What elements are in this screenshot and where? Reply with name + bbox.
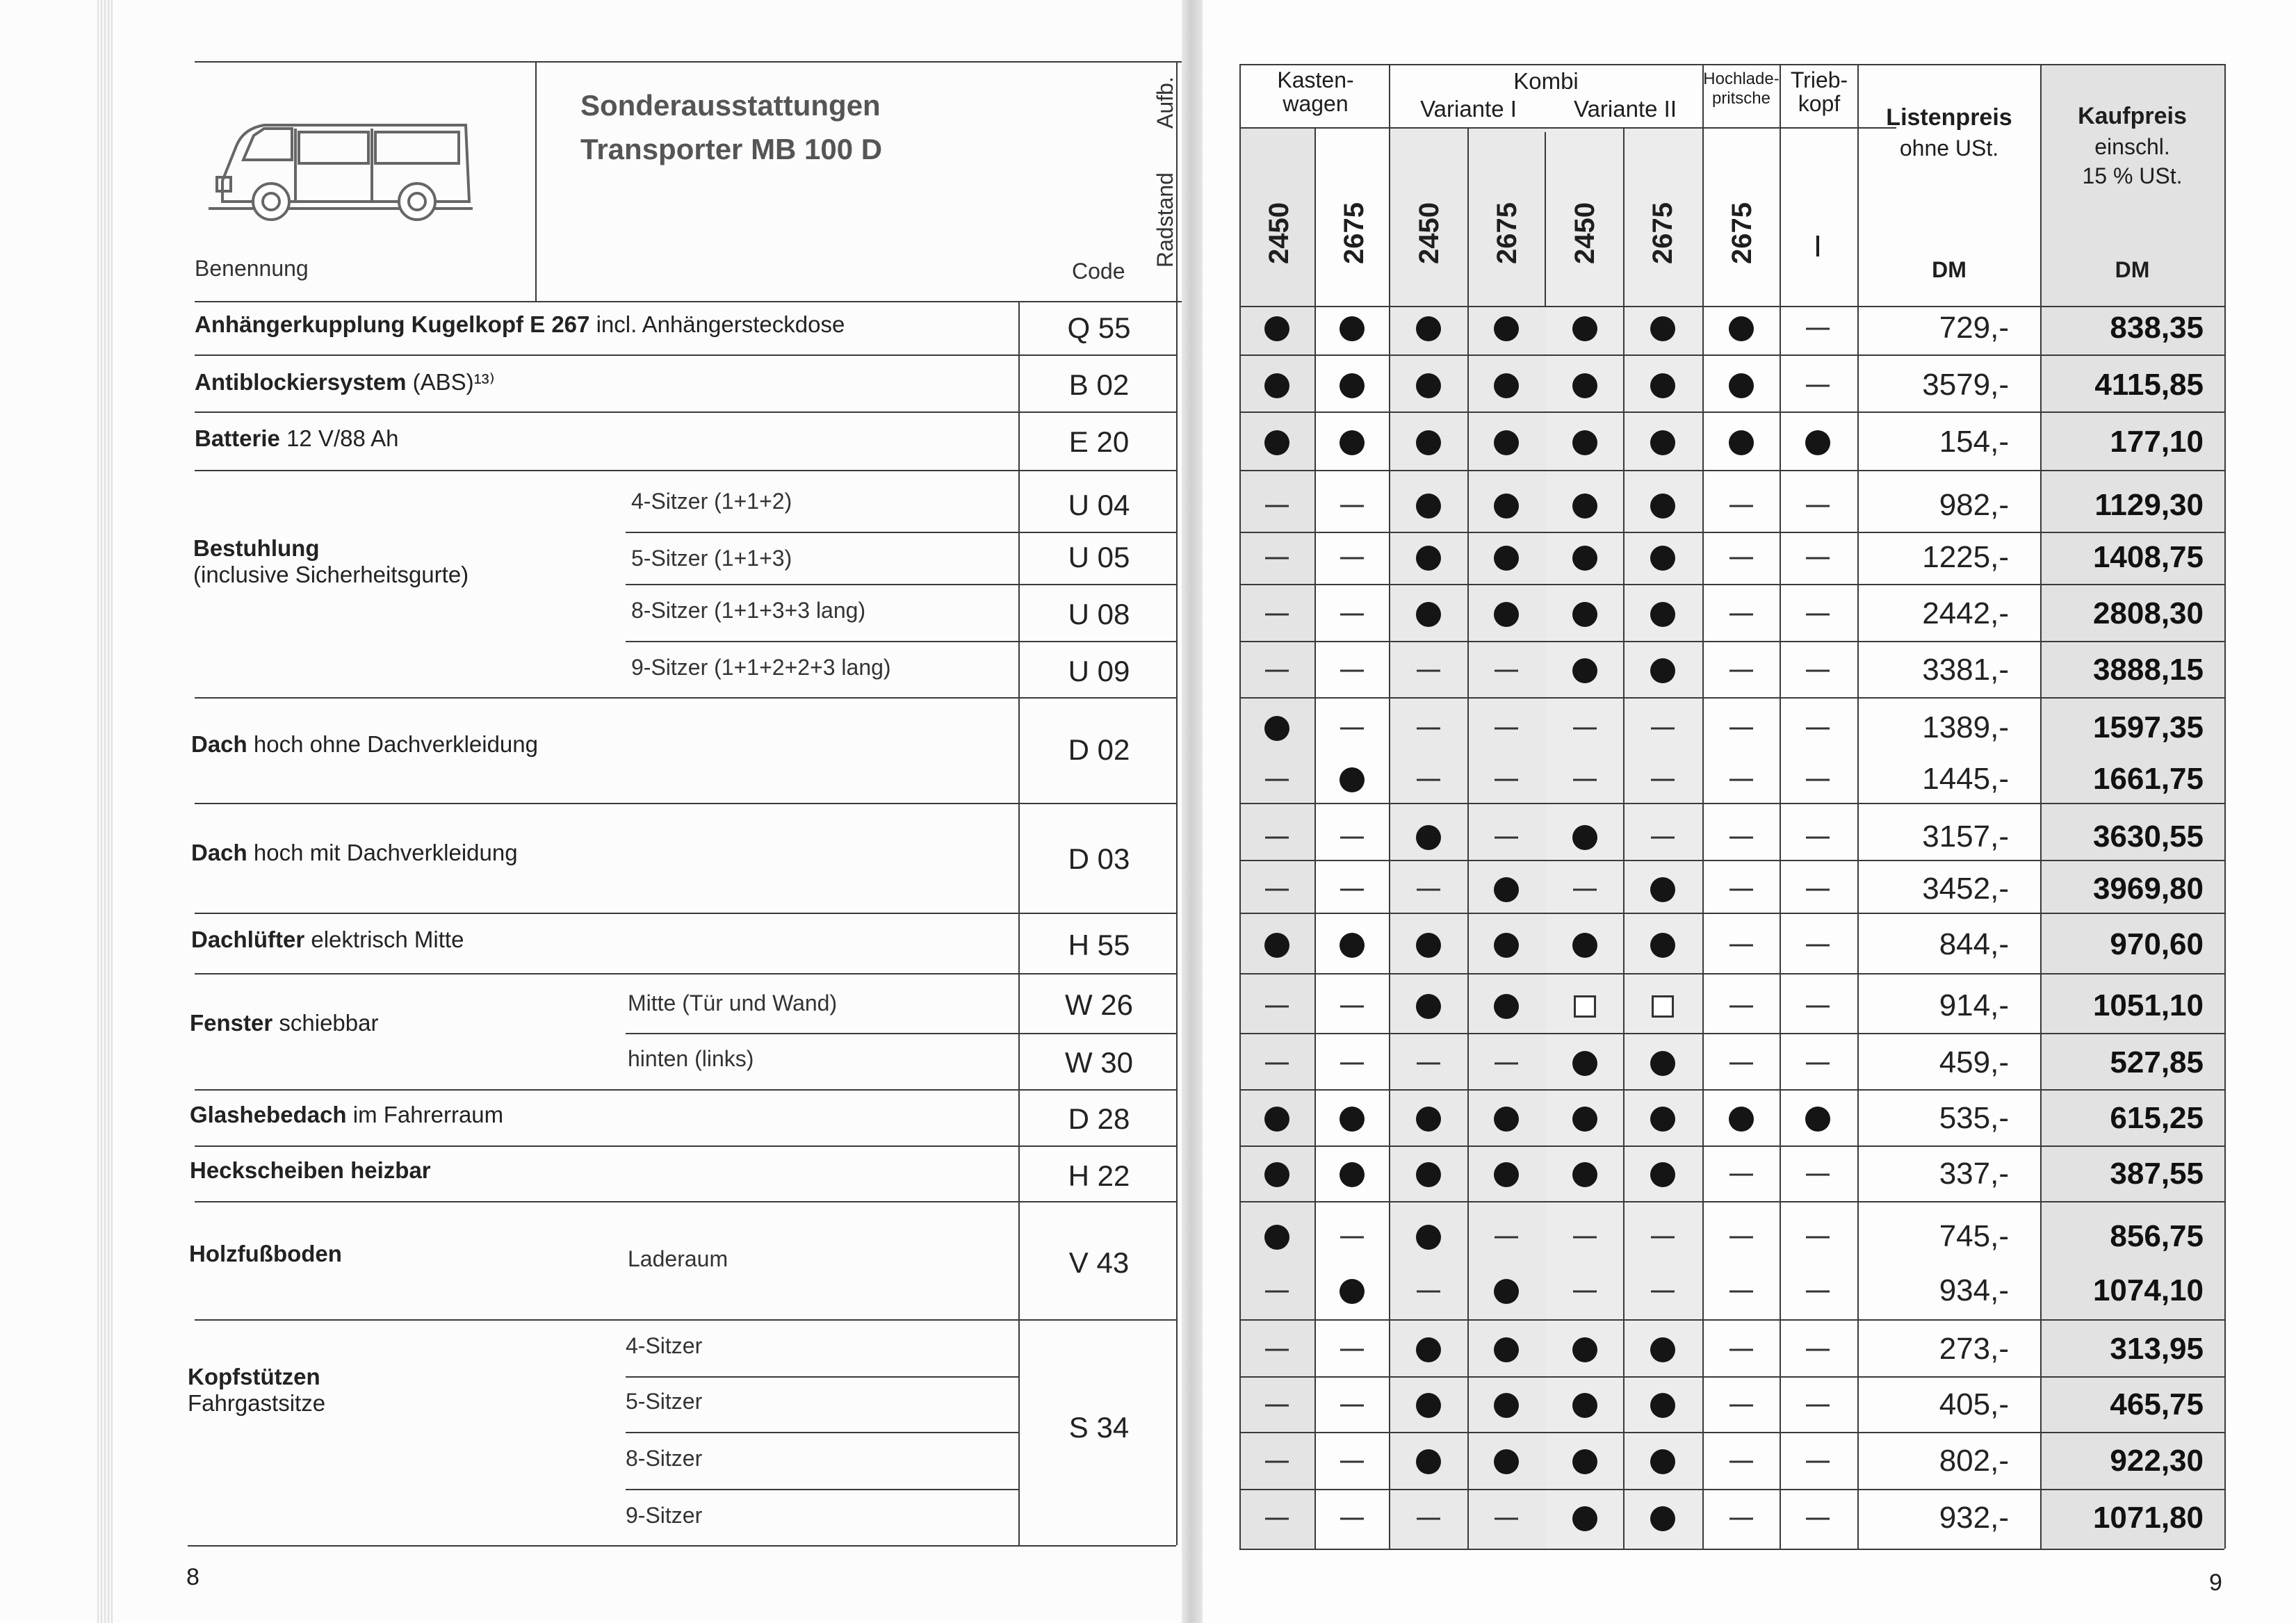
row-kopfstuetzen: Kopfstützen Fahrgastsitze xyxy=(188,1364,326,1416)
available-dot xyxy=(1805,430,1830,455)
code-u08: U 08 xyxy=(1068,598,1130,630)
available-dot xyxy=(1650,1393,1675,1418)
not-available-dash xyxy=(1417,728,1440,730)
not-available-dash xyxy=(1265,1006,1289,1008)
available-dot xyxy=(1416,933,1441,958)
not-available-dash xyxy=(1806,1291,1830,1293)
not-available-dash xyxy=(1495,670,1518,672)
purchase-price: 1074,10 xyxy=(2092,1273,2204,1307)
header-kombi: Kombi xyxy=(1513,68,1579,94)
not-available-dash xyxy=(1340,837,1364,839)
not-available-dash xyxy=(1265,505,1289,507)
code-w30: W 30 xyxy=(1064,1046,1134,1079)
available-dot xyxy=(1340,373,1365,398)
available-dot xyxy=(1494,546,1519,571)
header-ust: 15 % USt. xyxy=(2082,163,2183,188)
not-available-dash xyxy=(1340,505,1364,507)
not-available-dash xyxy=(1806,1237,1830,1239)
wb-v1-2675: 2675 xyxy=(1492,202,1522,264)
not-available-dash xyxy=(1806,614,1830,616)
not-available-dash xyxy=(1729,1518,1753,1520)
code-h55: H 55 xyxy=(1068,929,1130,961)
available-dot xyxy=(1572,825,1597,850)
available-dot xyxy=(1650,1051,1675,1076)
not-available-dash xyxy=(1806,1349,1830,1351)
available-dot xyxy=(1264,430,1289,455)
not-available-dash xyxy=(1495,728,1518,730)
available-dot xyxy=(1650,494,1675,519)
not-available-dash xyxy=(1417,670,1440,672)
not-available-dash xyxy=(1265,1461,1289,1463)
purchase-price: 1597,35 xyxy=(2092,710,2204,744)
not-available-dash xyxy=(1806,728,1830,730)
wb-v2-2450: 2450 xyxy=(1570,202,1600,264)
col-aufb: Aufb. xyxy=(1153,76,1178,129)
list-price: 3157,- xyxy=(1922,819,2009,854)
not-available-dash xyxy=(1340,1405,1364,1407)
purchase-price: 387,55 xyxy=(2110,1157,2204,1191)
page-edge xyxy=(97,0,113,1623)
not-available-dash xyxy=(1573,728,1597,730)
header-ohne-ust: ohne USt. xyxy=(1899,136,1999,161)
not-available-dash xyxy=(1806,505,1830,507)
row-dach-ohne: Dach hoch ohne Dachverkleidung xyxy=(191,731,538,757)
not-available-dash xyxy=(1495,1237,1518,1239)
purchase-price: 922,30 xyxy=(2110,1444,2204,1478)
not-available-dash xyxy=(1806,670,1830,672)
not-available-dash xyxy=(1340,728,1364,730)
available-dot xyxy=(1264,1225,1289,1250)
available-dot xyxy=(1416,373,1441,398)
purchase-price: 615,25 xyxy=(2110,1101,2204,1135)
list-price: 3579,- xyxy=(1922,368,2009,402)
purchase-price: 2808,30 xyxy=(2092,596,2204,630)
header-variante-1: Variante I xyxy=(1420,96,1517,122)
list-price: 459,- xyxy=(1939,1045,2009,1079)
not-available-dash xyxy=(1265,837,1289,839)
not-available-dash xyxy=(1495,1063,1518,1065)
not-available-dash xyxy=(1573,1237,1597,1239)
not-available-dash xyxy=(1806,779,1830,781)
not-available-dash xyxy=(1573,1291,1597,1293)
available-dot xyxy=(1572,1449,1597,1474)
row-bestuhlung: Bestuhlung (inclusive Sicherheitsgurte) xyxy=(193,535,469,587)
sub-mitte: Mitte (Tür und Wand) xyxy=(628,990,838,1016)
wb-hp-2675: 2675 xyxy=(1727,202,1757,264)
list-price: 2442,- xyxy=(1922,596,2009,630)
code-h22: H 22 xyxy=(1068,1159,1130,1192)
available-dot xyxy=(1416,1162,1441,1187)
code-e20: E 20 xyxy=(1068,425,1130,458)
available-dot xyxy=(1650,430,1675,455)
not-available-dash xyxy=(1265,670,1289,672)
purchase-price: 3888,15 xyxy=(2092,653,2204,687)
not-available-dash xyxy=(1340,1518,1364,1520)
list-price: 729,- xyxy=(1939,311,2009,345)
sub-hinten: hinten (links) xyxy=(628,1046,754,1071)
not-available-dash xyxy=(1265,1405,1289,1407)
available-dot xyxy=(1416,825,1441,850)
row-dachluefter: Dachlüfter elektrisch Mitte xyxy=(191,927,464,952)
sub-5-sitzer: 5-Sitzer (1+1+3) xyxy=(631,546,792,571)
available-dot xyxy=(1572,316,1597,341)
row-fenster: Fenster schiebbar xyxy=(190,1010,379,1036)
not-available-dash xyxy=(1806,1518,1830,1520)
purchase-price: 856,75 xyxy=(2110,1219,2204,1253)
not-available-dash xyxy=(1806,889,1830,891)
available-dot xyxy=(1494,430,1519,455)
available-dot xyxy=(1650,1162,1675,1187)
wb-v2-2675: 2675 xyxy=(1647,202,1678,264)
purchase-price: 3969,80 xyxy=(2092,872,2204,906)
list-price: 3381,- xyxy=(1922,653,2009,687)
not-available-dash xyxy=(1806,1461,1830,1463)
not-available-dash xyxy=(1651,728,1675,730)
available-dot xyxy=(1340,1279,1365,1304)
code-q55: Q 55 xyxy=(1067,311,1131,344)
available-dot xyxy=(1494,1393,1519,1418)
available-dot xyxy=(1340,767,1365,792)
not-available-dash xyxy=(1729,670,1753,672)
available-dot xyxy=(1340,430,1365,455)
list-price: 405,- xyxy=(1939,1387,2009,1421)
not-available-dash xyxy=(1340,670,1364,672)
not-available-dash xyxy=(1651,1237,1675,1239)
list-price: 802,- xyxy=(1939,1444,2009,1478)
not-available-dash xyxy=(1806,1006,1830,1008)
available-dot xyxy=(1650,373,1675,398)
code-d02: D 02 xyxy=(1068,733,1130,766)
available-dot xyxy=(1494,1337,1519,1362)
available-dot xyxy=(1416,1225,1441,1250)
page-title-line2: Transporter MB 100 D xyxy=(580,133,883,165)
not-available-dash xyxy=(1340,1006,1364,1008)
row-antiblockiersystem: Antiblockiersystem (ABS)¹³⁾ xyxy=(195,369,495,395)
available-dot xyxy=(1494,1162,1519,1187)
available-dot xyxy=(1572,1393,1597,1418)
available-dot xyxy=(1494,1449,1519,1474)
wb-kw-2450: 2450 xyxy=(1264,202,1294,264)
available-dot xyxy=(1650,1107,1675,1132)
available-dot xyxy=(1572,658,1597,683)
list-price: 154,- xyxy=(1939,425,2009,459)
list-price: 1225,- xyxy=(1922,540,2009,574)
available-dot xyxy=(1650,658,1675,683)
not-available-dash xyxy=(1340,889,1364,891)
available-dot xyxy=(1494,1107,1519,1132)
list-price: 1389,- xyxy=(1922,710,2009,744)
available-dot xyxy=(1494,877,1519,902)
list-price: 273,- xyxy=(1939,1332,2009,1366)
book-spine xyxy=(1182,0,1203,1623)
not-available-dash xyxy=(1340,557,1364,560)
not-available-dash xyxy=(1729,1349,1753,1351)
available-dot xyxy=(1650,602,1675,627)
not-available-dash xyxy=(1340,614,1364,616)
purchase-price: 1129,30 xyxy=(2094,488,2204,522)
available-dot xyxy=(1494,994,1519,1019)
not-available-dash xyxy=(1265,779,1289,781)
header-triebkopf: Trieb- kopf xyxy=(1790,67,1848,116)
row-glashebedach: Glashebedach im Fahrerraum xyxy=(190,1102,504,1127)
not-available-dash xyxy=(1729,1237,1753,1239)
code-d28: D 28 xyxy=(1068,1102,1130,1135)
not-available-dash xyxy=(1417,1518,1440,1520)
sub-4-sitzer: 4-Sitzer (1+1+2) xyxy=(631,489,792,514)
header-variante-2: Variante II xyxy=(1574,96,1677,122)
available-dot xyxy=(1494,933,1519,958)
row-heckscheiben: Heckscheiben heizbar xyxy=(190,1157,431,1183)
code-v43: V 43 xyxy=(1068,1246,1130,1279)
list-price: 932,- xyxy=(1939,1501,2009,1535)
available-dot xyxy=(1572,494,1597,519)
not-available-dash xyxy=(1340,1063,1364,1065)
list-price: 337,- xyxy=(1939,1157,2009,1191)
not-available-dash xyxy=(1417,1063,1440,1065)
not-available-dash xyxy=(1806,328,1830,330)
not-available-dash xyxy=(1729,1461,1753,1463)
purchase-price: 1408,75 xyxy=(2092,540,2204,574)
available-dot xyxy=(1494,373,1519,398)
not-available-dash xyxy=(1729,1063,1753,1065)
not-available-dash xyxy=(1340,1461,1364,1463)
available-dot xyxy=(1340,1162,1365,1187)
wb-v1-2450: 2450 xyxy=(1414,202,1444,264)
purchase-price: 1661,75 xyxy=(2092,762,2204,796)
available-dot xyxy=(1264,933,1289,958)
code-w26: W 26 xyxy=(1064,988,1134,1021)
not-available-dash xyxy=(1729,1006,1753,1008)
not-available-dash xyxy=(1417,1291,1440,1293)
optional-square xyxy=(1574,995,1596,1018)
header-dm-list: DM xyxy=(1932,257,1967,282)
available-dot xyxy=(1650,1506,1675,1531)
not-available-dash xyxy=(1651,779,1675,781)
not-available-dash xyxy=(1806,1405,1830,1407)
col-benennung: Benennung xyxy=(195,256,309,281)
available-dot xyxy=(1416,1393,1441,1418)
optional-square xyxy=(1652,995,1674,1018)
not-available-dash xyxy=(1495,837,1518,839)
not-available-dash xyxy=(1417,779,1440,781)
available-dot xyxy=(1340,316,1365,341)
purchase-price: 3630,55 xyxy=(2092,819,2204,854)
purchase-price: 1051,10 xyxy=(2092,988,2204,1022)
page-number-right: 9 xyxy=(2209,1569,2222,1596)
available-dot xyxy=(1729,316,1754,341)
available-dot xyxy=(1650,877,1675,902)
page-title-line1: Sonderausstattungen xyxy=(580,89,881,122)
not-available-dash xyxy=(1729,837,1753,839)
purchase-price: 4115,85 xyxy=(2094,368,2204,402)
available-dot xyxy=(1416,1449,1441,1474)
available-dot xyxy=(1572,1107,1597,1132)
page-number-left: 8 xyxy=(186,1564,200,1590)
not-available-dash xyxy=(1265,614,1289,616)
purchase-price: 1071,80 xyxy=(2092,1501,2204,1535)
not-available-dash xyxy=(1806,557,1830,560)
list-price: 844,- xyxy=(1939,927,2009,961)
row-dach-mit: Dach hoch mit Dachverkleidung xyxy=(191,840,518,865)
not-available-dash xyxy=(1729,1174,1753,1176)
available-dot xyxy=(1416,494,1441,519)
header-kaufpreis: Kaufpreis xyxy=(2078,103,2187,129)
not-available-dash xyxy=(1265,557,1289,560)
purchase-price: 465,75 xyxy=(2110,1387,2204,1421)
code-u04: U 04 xyxy=(1068,489,1130,521)
available-dot xyxy=(1264,1162,1289,1187)
transporter-van-image xyxy=(195,97,487,229)
wb-triebkopf: I xyxy=(1813,229,1823,263)
header-hochladepritsche: Hochlade- pritsche xyxy=(1703,70,1780,108)
sub-8-sitzer: 8-Sitzer (1+1+3+3 lang) xyxy=(631,598,866,623)
not-available-dash xyxy=(1265,1349,1289,1351)
code-b02: B 02 xyxy=(1068,368,1130,401)
available-dot xyxy=(1264,716,1289,741)
not-available-dash xyxy=(1340,1237,1364,1239)
available-dot xyxy=(1416,602,1441,627)
available-dot xyxy=(1572,1162,1597,1187)
not-available-dash xyxy=(1573,889,1597,891)
sub-k9: 9-Sitzer xyxy=(626,1503,703,1528)
sub-k5: 5-Sitzer xyxy=(626,1389,703,1414)
not-available-dash xyxy=(1806,1174,1830,1176)
list-price: 3452,- xyxy=(1922,872,2009,906)
available-dot xyxy=(1572,373,1597,398)
list-price: 914,- xyxy=(1939,988,2009,1022)
col-code: Code xyxy=(1072,259,1125,284)
list-price: 1445,- xyxy=(1922,762,2009,796)
available-dot xyxy=(1650,316,1675,341)
sub-laderaum: Laderaum xyxy=(628,1246,728,1271)
not-available-dash xyxy=(1806,385,1830,387)
not-available-dash xyxy=(1651,1291,1675,1293)
available-dot xyxy=(1494,316,1519,341)
available-dot xyxy=(1572,602,1597,627)
not-available-dash xyxy=(1573,779,1597,781)
row-holzfussboden: Holzfußboden xyxy=(189,1241,342,1266)
available-dot xyxy=(1572,430,1597,455)
available-dot xyxy=(1572,1051,1597,1076)
available-dot xyxy=(1264,316,1289,341)
header-einschl: einschl. xyxy=(2094,134,2170,159)
not-available-dash xyxy=(1729,779,1753,781)
not-available-dash xyxy=(1417,889,1440,891)
list-price: 745,- xyxy=(1939,1219,2009,1253)
purchase-price: 527,85 xyxy=(2110,1045,2204,1079)
code-d03: D 03 xyxy=(1068,842,1130,875)
list-price: 535,- xyxy=(1939,1101,2009,1135)
available-dot xyxy=(1729,1107,1754,1132)
sub-9-sitzer: 9-Sitzer (1+1+2+2+3 lang) xyxy=(631,655,891,680)
available-dot xyxy=(1729,430,1754,455)
available-dot xyxy=(1340,1107,1365,1132)
available-dot xyxy=(1729,373,1754,398)
available-dot xyxy=(1416,994,1441,1019)
code-u09: U 09 xyxy=(1068,655,1130,687)
available-dot xyxy=(1572,1506,1597,1531)
not-available-dash xyxy=(1729,1405,1753,1407)
purchase-price: 177,10 xyxy=(2110,425,2204,459)
header-dm-kauf: DM xyxy=(2115,257,2150,282)
not-available-dash xyxy=(1651,837,1675,839)
code-u05: U 05 xyxy=(1068,541,1130,573)
code-s34: S 34 xyxy=(1068,1411,1130,1444)
available-dot xyxy=(1416,430,1441,455)
available-dot xyxy=(1650,1337,1675,1362)
not-available-dash xyxy=(1265,1291,1289,1293)
purchase-price: 970,60 xyxy=(2110,927,2204,961)
not-available-dash xyxy=(1806,1063,1830,1065)
available-dot xyxy=(1650,1449,1675,1474)
available-dot xyxy=(1494,494,1519,519)
sub-k4: 4-Sitzer xyxy=(626,1333,703,1358)
available-dot xyxy=(1572,1337,1597,1362)
not-available-dash xyxy=(1729,889,1753,891)
not-available-dash xyxy=(1729,1291,1753,1293)
not-available-dash xyxy=(1340,1349,1364,1351)
available-dot xyxy=(1340,933,1365,958)
header-listenpreis: Listenpreis xyxy=(1886,104,2012,131)
list-price: 982,- xyxy=(1939,488,2009,522)
not-available-dash xyxy=(1729,614,1753,616)
row-anhaengerkupplung: Anhängerkupplung Kugelkopf E 267 incl. Anhängersteckdose xyxy=(195,311,845,337)
not-available-dash xyxy=(1806,837,1830,839)
available-dot xyxy=(1572,933,1597,958)
available-dot xyxy=(1264,373,1289,398)
not-available-dash xyxy=(1729,557,1753,560)
not-available-dash xyxy=(1729,505,1753,507)
available-dot xyxy=(1805,1107,1830,1132)
available-dot xyxy=(1416,1107,1441,1132)
purchase-price: 313,95 xyxy=(2110,1332,2204,1366)
wb-kw-2675: 2675 xyxy=(1339,202,1369,264)
not-available-dash xyxy=(1265,1518,1289,1520)
sub-k8: 8-Sitzer xyxy=(626,1446,703,1471)
available-dot xyxy=(1572,546,1597,571)
header-kastenwagen: Kasten- wagen xyxy=(1277,67,1354,116)
row-batterie: Batterie 12 V/88 Ah xyxy=(195,425,399,451)
not-available-dash xyxy=(1729,945,1753,947)
not-available-dash xyxy=(1495,779,1518,781)
list-price: 934,- xyxy=(1939,1273,2009,1307)
not-available-dash xyxy=(1265,889,1289,891)
available-dot xyxy=(1494,1279,1519,1304)
available-dot xyxy=(1650,546,1675,571)
available-dot xyxy=(1416,316,1441,341)
available-dot xyxy=(1264,1107,1289,1132)
available-dot xyxy=(1650,933,1675,958)
available-dot xyxy=(1494,602,1519,627)
not-available-dash xyxy=(1806,945,1830,947)
purchase-price: 838,35 xyxy=(2110,311,2204,345)
available-dot xyxy=(1416,1337,1441,1362)
not-available-dash xyxy=(1495,1518,1518,1520)
not-available-dash xyxy=(1729,728,1753,730)
available-dot xyxy=(1416,546,1441,571)
col-radstand: Radstand xyxy=(1153,172,1178,268)
not-available-dash xyxy=(1265,1063,1289,1065)
